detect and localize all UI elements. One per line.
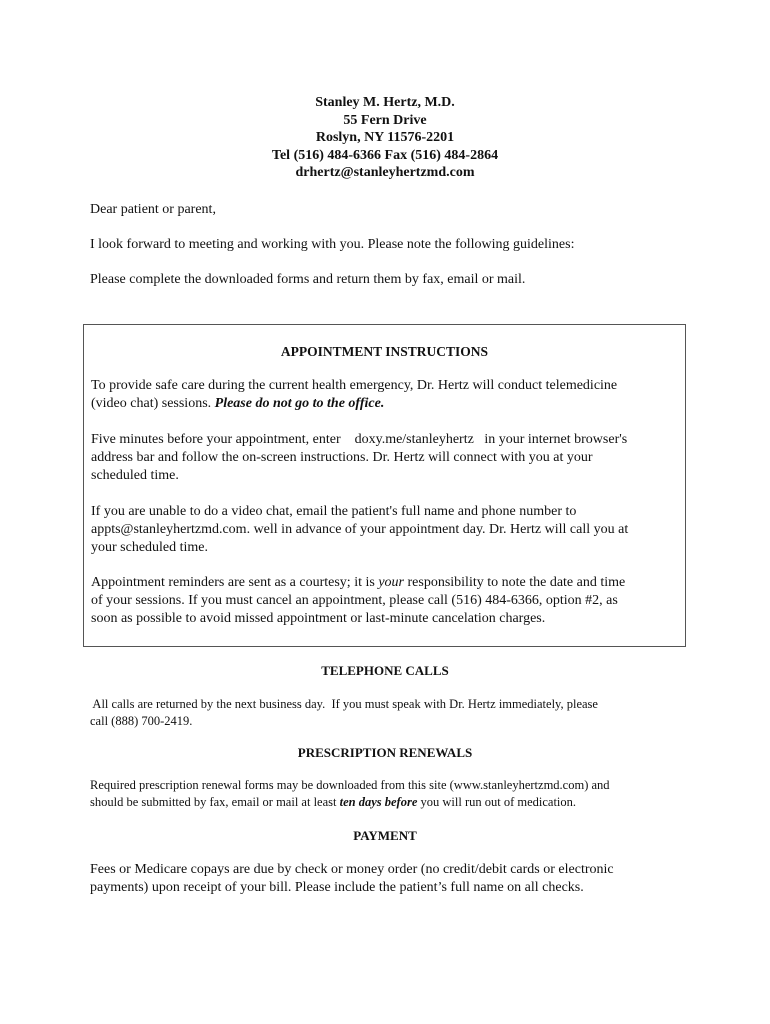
- payment-title: PAYMENT: [353, 828, 417, 843]
- letterhead: [0, 94, 770, 182]
- appointment-instructions-box: [83, 324, 686, 647]
- doctor-name: Stanley M. Hertz, M.D.: [315, 95, 455, 110]
- reminders-line: of your sessions. If you must cancel an appointment, please call (516) 484-6366, option #2, as: [91, 593, 618, 608]
- doxy-line: Five minutes before your appointment, enter doxy.me/stanleyhertz in your internet browser's: [91, 432, 628, 447]
- no-video-paragraph: [91, 503, 681, 557]
- doxy-paragraph: [91, 431, 681, 485]
- your-emphasis: your: [378, 575, 404, 590]
- prescription-line: [90, 794, 610, 811]
- telemedicine-line: [91, 395, 681, 413]
- appointment-title: APPOINTMENT INSTRUCTIONS: [280, 344, 489, 359]
- contact-email: drhertz@stanleyhertzmd.com: [295, 165, 475, 181]
- street-address: 55 Fern Drive: [343, 112, 427, 128]
- ten-days-emphasis: ten days before: [339, 795, 418, 809]
- doxy-line: address bar and follow the on-screen instructions. Dr. Hertz will connect with you at your: [91, 450, 593, 465]
- reminders-line: soon as possible to avoid missed appointment or last-minute cancelation charges.: [91, 611, 546, 626]
- phone-fax: Tel (516) 484-6366 Fax (516) 484-2864: [271, 147, 499, 163]
- telephone-line: All calls are returned by the next business day. If you must speak with Dr. Hertz immediately, please: [90, 697, 598, 711]
- telephone-title: TELEPHONE CALLS: [321, 663, 449, 678]
- prescription-paragraph: [90, 777, 610, 811]
- reminders-paragraph: [91, 574, 681, 628]
- no-video-line: If you are unable to do a video chat, email the patient's full name and phone number to: [91, 504, 577, 519]
- prescription-line: Required prescription renewal forms may be downloaded from this site (www.stanleyhertzmd.com) and: [90, 778, 610, 792]
- prescription-title: PRESCRIPTION RENEWALS: [297, 745, 473, 760]
- payment-paragraph: [90, 861, 614, 897]
- telemedicine-paragraph: [91, 377, 681, 413]
- doxy-line: scheduled time.: [91, 468, 179, 483]
- reminders-line: [91, 574, 681, 592]
- reminders-text: Appointment reminders are sent as a courtesy; it is: [91, 575, 379, 590]
- intro-line: I look forward to meeting and working with you. Please note the following guidelines:: [90, 237, 575, 252]
- telemedicine-text: (video chat) sessions.: [91, 396, 215, 411]
- payment-line: Fees or Medicare copays are due by check or money order (no credit/debit cards or electronic: [90, 862, 614, 877]
- salutation: Dear patient or parent,: [90, 202, 216, 217]
- forms-instruction: Please complete the downloaded forms and return them by fax, email or mail.: [90, 272, 526, 287]
- office-warning-period: .: [380, 396, 385, 411]
- telemedicine-line: To provide safe care during the current health emergency, Dr. Hertz will conduct telemedicine: [91, 378, 618, 393]
- telephone-paragraph: [90, 696, 598, 730]
- no-video-line: appts@stanleyhertzmd.com. well in advance of your appointment day. Dr. Hertz will call you at: [91, 522, 629, 537]
- office-warning: Please do not go to the office: [214, 396, 381, 411]
- prescription-text: you will run out of medication.: [417, 795, 577, 809]
- reminders-text: responsibility to note the date and time: [404, 575, 626, 590]
- payment-line: payments) upon receipt of your bill. Please include the patient’s full name on all checks.: [90, 880, 584, 895]
- city-state-zip: Roslyn, NY 11576-2201: [315, 130, 455, 146]
- telephone-line: call (888) 700-2419.: [90, 714, 193, 728]
- no-video-line: your scheduled time.: [91, 540, 209, 555]
- prescription-text: should be submitted by fax, email or mail at least: [90, 795, 340, 809]
